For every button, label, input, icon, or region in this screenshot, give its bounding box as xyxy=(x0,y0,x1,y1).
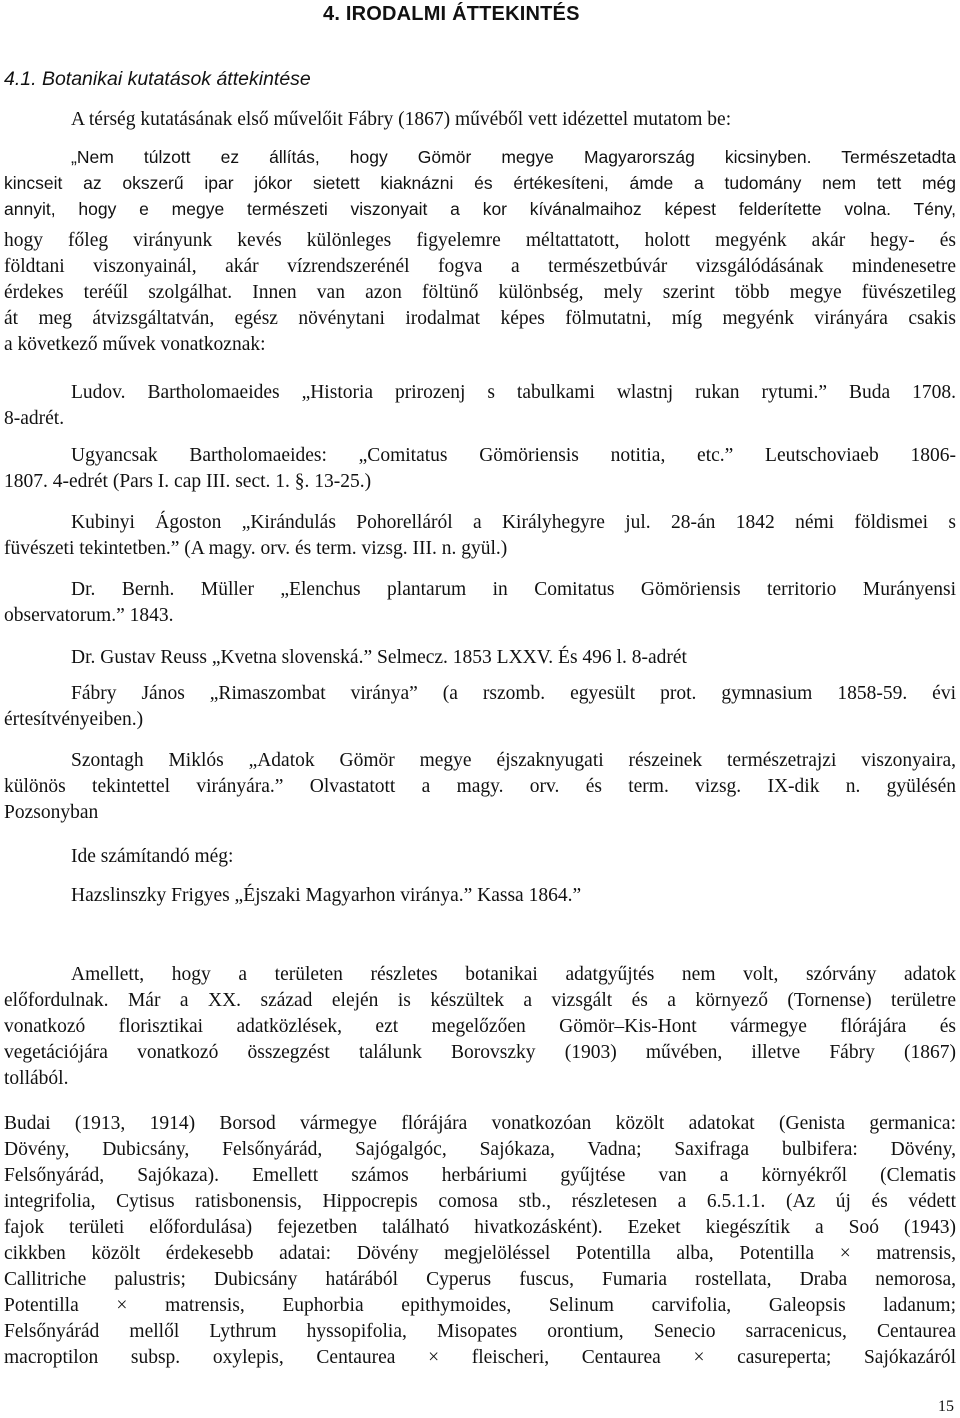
quote-line: kincseit az okszerű ipar jókor sietett kiaknázni és értékesíteni, ámde a tudomány nem tett még xyxy=(4,173,956,193)
paragraph-line: Felsőnyárád, Sajókaza). Emellett számos herbáriumi gyűjtése van a környékről (Clematis xyxy=(4,1165,956,1186)
reference-5 xyxy=(4,645,956,671)
reference-9 xyxy=(4,883,956,909)
paragraph-line: Dövény, Dubicsány, Felsőnyárád, Sajógalgóc, Sajókaza, Vadna; Saxifraga bulbifera: Dövény, xyxy=(4,1139,956,1160)
reference-line: observatorum.” 1843. xyxy=(4,605,174,626)
reference-line: Pozsonyban xyxy=(4,802,99,823)
quote-line: hogy főleg virányunk kevés különleges figyelemre méltattatott, holott megyénk akár hegy- és xyxy=(4,230,956,251)
paragraph-line: Amellett, hogy a területen részletes botanikai adatgyűjtés nem volt, szórvány adatok xyxy=(71,964,956,985)
reference-4 xyxy=(4,577,956,629)
section-title: 4.1. Botanikai kutatások áttekintése xyxy=(4,68,311,90)
reference-2 xyxy=(4,443,956,495)
paragraph-line: Felsőnyárád mellől Lythrum hyssopifolia, Misopates orontium, Senecio sarracenicus, Centaurea xyxy=(4,1321,956,1342)
paragraph-1 xyxy=(4,962,956,1092)
paragraph-line: Budai (1913, 1914) Borsod vármegye flórájára vonatkozóan közölt adatokat (Genista germanica: xyxy=(4,1113,956,1134)
quote-line: át meg átvizsgáltatván, egész növénytani irodalmat képes fölmutatni, míg megyénk virányára csakis xyxy=(4,308,956,329)
reference-line: Fábry János „Rimaszombat viránya” (a rszomb. egyesült prot. gymnasium 1858-59. évi xyxy=(71,683,956,704)
chapter-title: 4. IRODALMI ÁTTEKINTÉS xyxy=(323,3,580,25)
reference-line: különös tekintettel virányára.” Olvastatott a magy. orv. és term. vizsg. IX-dik n. gyülésén xyxy=(4,776,956,797)
intro-line: A térség kutatásának első művelőit Fábry (1867) művéből vett idézettel mutatom be: xyxy=(71,109,732,130)
paragraph-line: előfordulnak. Már a XX. század elején is készültek a vizsgált és a környező (Tornense) területre xyxy=(4,990,956,1011)
reference-1 xyxy=(4,380,956,432)
quote-block-serif xyxy=(4,228,956,358)
paragraph-2 xyxy=(4,1111,956,1371)
reference-line: Dr. Gustav Reuss „Kvetna slovenská.” Selmecz. 1853 LXXV. És 496 l. 8-adrét xyxy=(71,647,687,668)
paragraph-line: Potentilla × matrensis, Euphorbia epithymoides, Selinum carvifolia, Galeopsis ladanum; xyxy=(4,1295,956,1316)
paragraph-line: Callitriche palustris; Dubicsány határából Cyperus fuscus, Fumaria rostellata, Draba nemorosa, xyxy=(4,1269,956,1290)
quote-line: földtani viszonyainál, akár vízrendszerénél fogva a természetbúvár vizsgálódásának mindenesetre xyxy=(4,256,956,277)
paragraph-line: fajok területi előfordulása) fejezetben található hivatkozásként). Ezeket kiegészítik a Soó (1943) xyxy=(4,1217,956,1238)
page-number: 15 xyxy=(938,1398,954,1415)
reference-line: Ludov. Bartholomaeides „Historia prirozenj s tabulkami wlastnj rukan rytumi.” Buda 1708. xyxy=(71,382,956,403)
reference-line: 8-adrét. xyxy=(4,408,65,429)
reference-line: értesítvényeiben.) xyxy=(4,709,144,730)
quote-line: „Nem túlzott ez állítás, hogy Gömör megye Magyarország kicsinyben. Természetadta xyxy=(71,147,956,167)
paragraph-line: vegetációjára vonatkozó összegzést találunk Borovszky (1903) művében, illetve Fábry (1867) xyxy=(4,1042,956,1063)
intro-paragraph xyxy=(4,107,956,133)
reference-8 xyxy=(4,844,956,870)
paragraph-line: tollából. xyxy=(4,1068,69,1089)
reference-6 xyxy=(4,681,956,733)
quote-line: érdekes teréűl szolgálhat. Innen van azon föltünő különbség, mely szerint több megye füvészetileg xyxy=(4,282,956,303)
reference-line: Dr. Bernh. Müller „Elenchus plantarum in Comitatus Gömöriensis territorio Murányensi xyxy=(71,579,956,600)
quote-block xyxy=(4,144,956,222)
paragraph-line: integrifolia, Cytisus ratisbonensis, Hippocrepis comosa stb., részletesen a 6.5.1.1. (Az új és védett xyxy=(4,1191,956,1212)
paragraph-line: vonatkozó florisztikai adatközlések, ezt megelőzően Gömör–Kis-Hont vármegye flórájára és xyxy=(4,1016,956,1037)
quote-line: annyit, hogy e megye természeti viszonyait a kor kívánalmaihoz képest felderítette volna. Tény, xyxy=(4,199,956,219)
paragraph-line: cikkben közölt érdekesebb adatai: Dövény megjelöléssel Potentilla alba, Potentilla × matrensis, xyxy=(4,1243,956,1264)
reference-line: 1807. 4-edrét (Pars I. cap III. sect. 1. §. 13-25.) xyxy=(4,471,372,492)
reference-3 xyxy=(4,510,956,562)
reference-7 xyxy=(4,748,956,826)
reference-line: Szontagh Miklós „Adatok Gömör megye éjszaknyugati részeinek természetrajzi viszonyaira, xyxy=(71,750,956,771)
reference-line: füvészeti tekintetben.” (A magy. orv. és term. vizsg. III. n. gyül.) xyxy=(4,538,508,559)
reference-line: Hazslinszky Frigyes „Éjszaki Magyarhon viránya.” Kassa 1864.” xyxy=(71,885,582,906)
reference-line: Kubinyi Ágoston „Kirándulás Pohorelláról a Királyhegyre jul. 28-án 1842 némi földismei s xyxy=(71,512,956,533)
quote-line: a következő művek vonatkoznak: xyxy=(4,334,266,355)
reference-line: Ide számítandó még: xyxy=(71,846,234,867)
paragraph-line: macroptilon subsp. oxylepis, Centaurea × fleischeri, Centaurea × casureperta; Sajókazáról xyxy=(4,1347,956,1368)
reference-line: Ugyancsak Bartholomaeides: „Comitatus Gömöriensis notitia, etc.” Leutschoviaeb 1806- xyxy=(71,445,956,466)
